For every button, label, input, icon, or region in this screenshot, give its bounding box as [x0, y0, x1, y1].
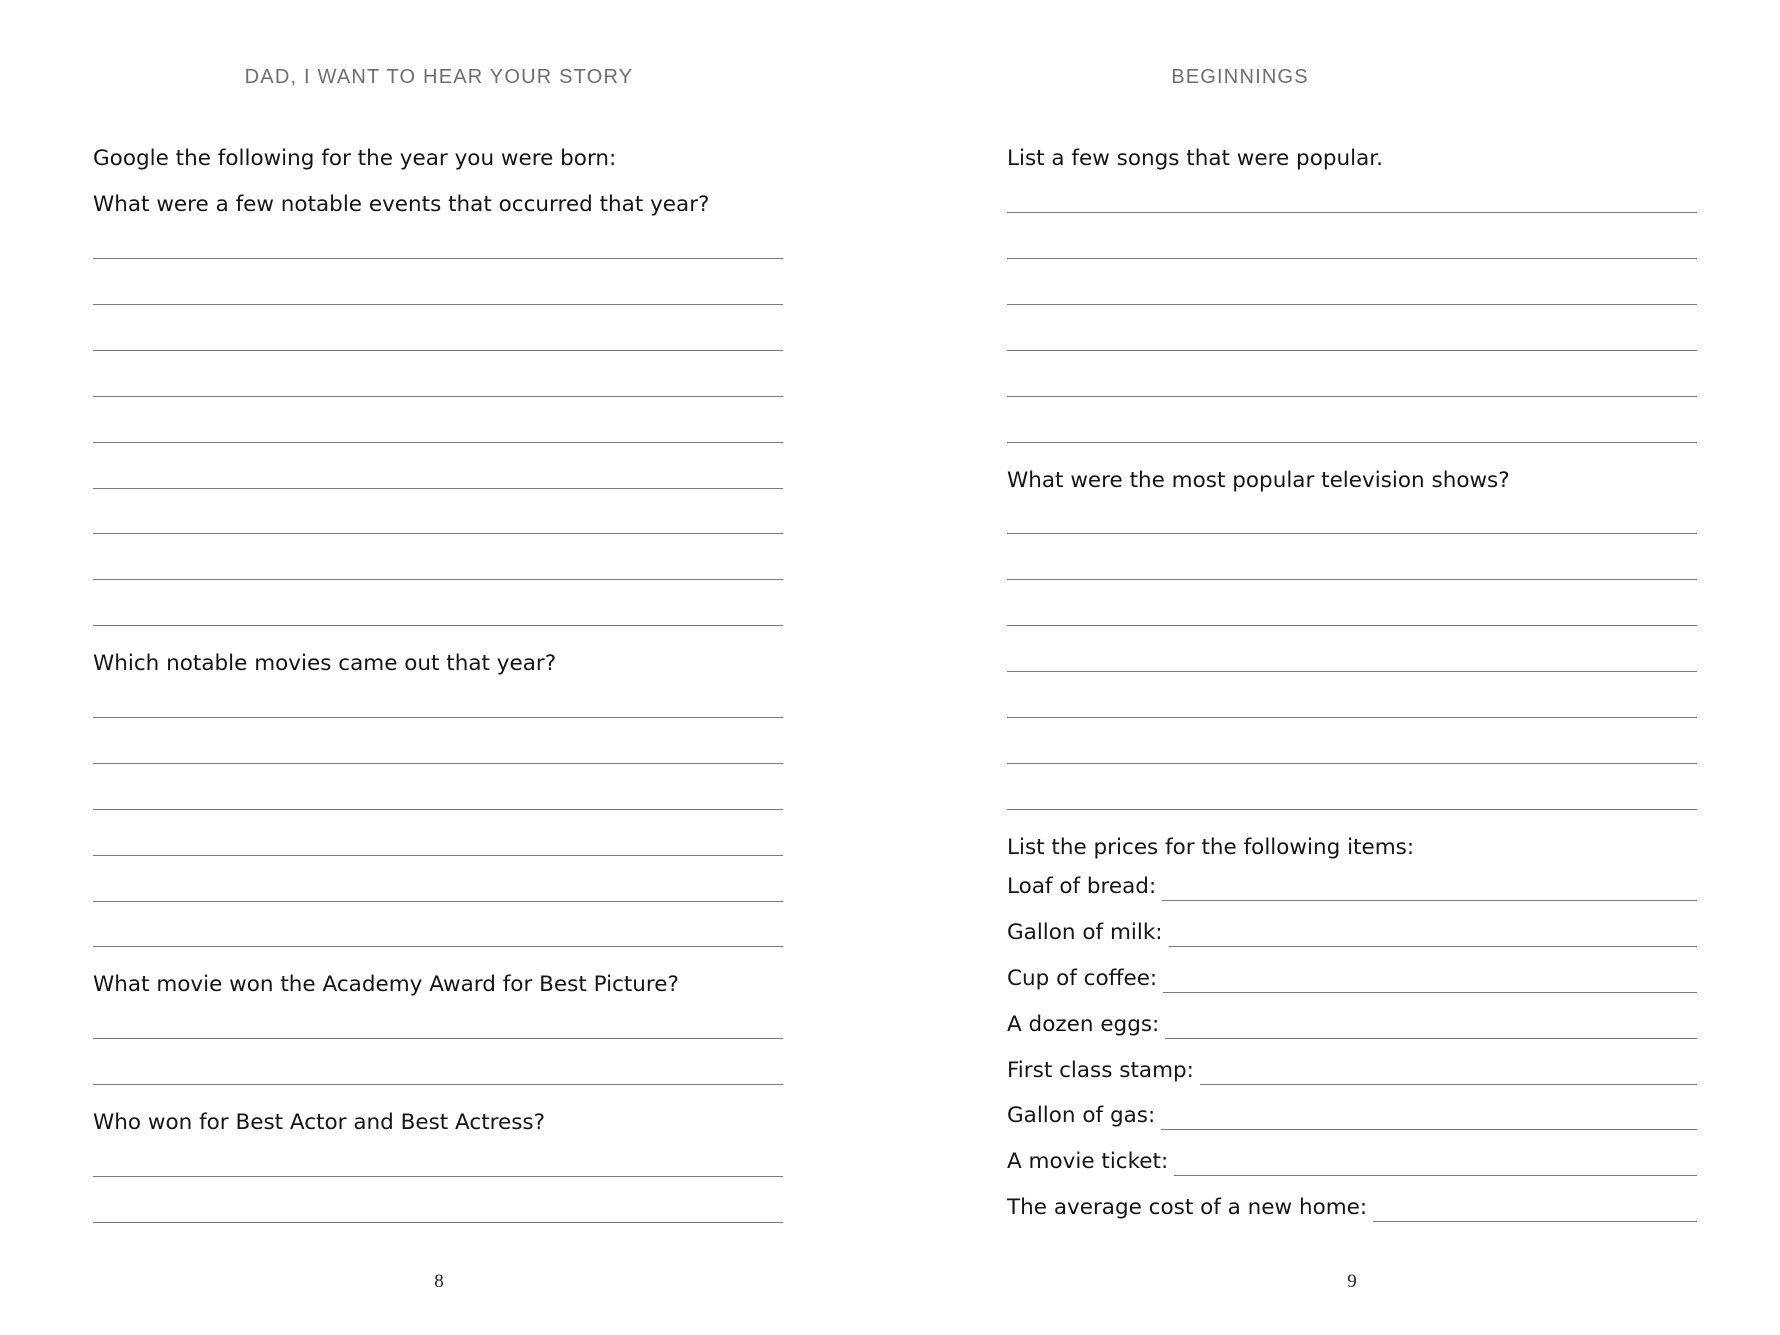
answer-line[interactable]: [1174, 1175, 1697, 1176]
price-row-milk: [1007, 917, 1697, 947]
answer-line[interactable]: [1007, 671, 1697, 672]
price-label: First class stamp:: [1007, 1057, 1194, 1083]
price-row-movie-ticket: [1007, 1146, 1697, 1176]
answer-line[interactable]: [1007, 304, 1697, 305]
question-notable-events: What were a few notable events that occurred that year?: [93, 192, 710, 217]
answer-line[interactable]: [93, 901, 783, 902]
answer-line[interactable]: [1007, 809, 1697, 810]
answer-line[interactable]: [93, 1038, 783, 1039]
answer-line[interactable]: [1007, 442, 1697, 443]
answer-line[interactable]: [1007, 212, 1697, 213]
question-best-picture: What movie won the Academy Award for Best Picture?: [93, 972, 679, 997]
price-row-new-home: [1007, 1192, 1697, 1222]
price-label: Gallon of gas:: [1007, 1102, 1156, 1128]
question-tv-shows: What were the most popular television shows?: [1007, 468, 1510, 493]
question-notable-movies: Which notable movies came out that year?: [93, 651, 557, 676]
page-number: 9: [1347, 1271, 1357, 1292]
answer-line[interactable]: [1162, 900, 1697, 901]
answer-line[interactable]: [1007, 579, 1697, 580]
answer-line[interactable]: [1007, 396, 1697, 397]
price-label: Loaf of bread:: [1007, 873, 1157, 899]
intro-text: Google the following for the year you were born:: [93, 146, 617, 171]
question-best-actor-actress: Who won for Best Actor and Best Actress?: [93, 1110, 546, 1135]
price-row-eggs: [1007, 1009, 1697, 1039]
answer-line[interactable]: [1007, 533, 1697, 534]
answer-line[interactable]: [93, 717, 783, 718]
answer-line[interactable]: [93, 855, 783, 856]
answer-line[interactable]: [93, 1222, 783, 1223]
answer-line[interactable]: [93, 1176, 783, 1177]
price-label: The average cost of a new home:: [1007, 1194, 1368, 1220]
answer-line[interactable]: [1163, 992, 1697, 993]
answer-line[interactable]: [93, 258, 783, 259]
price-label: A dozen eggs:: [1007, 1011, 1160, 1037]
answer-line[interactable]: [93, 579, 783, 580]
price-label: Cup of coffee:: [1007, 965, 1158, 991]
answer-line[interactable]: [93, 488, 783, 489]
answer-line[interactable]: [93, 1084, 783, 1085]
answer-line[interactable]: [93, 946, 783, 947]
answer-line[interactable]: [93, 625, 783, 626]
answer-line[interactable]: [93, 442, 783, 443]
price-label: A movie ticket:: [1007, 1148, 1169, 1174]
answer-line[interactable]: [1373, 1221, 1697, 1222]
answer-line[interactable]: [1007, 763, 1697, 764]
right-page: [890, 0, 1780, 1335]
price-row-gas: [1007, 1100, 1697, 1130]
answer-line[interactable]: [93, 396, 783, 397]
price-row-coffee: [1007, 963, 1697, 993]
question-popular-songs: List a few songs that were popular.: [1007, 146, 1383, 171]
prices-heading: List the prices for the following items:: [1007, 835, 1415, 860]
answer-line[interactable]: [1007, 625, 1697, 626]
answer-line[interactable]: [93, 763, 783, 764]
answer-line[interactable]: [93, 350, 783, 351]
running-head: BEGINNINGS: [1171, 66, 1309, 88]
price-row-bread: [1007, 871, 1697, 901]
answer-line[interactable]: [1007, 717, 1697, 718]
answer-line[interactable]: [1161, 1129, 1697, 1130]
answer-line[interactable]: [1200, 1084, 1697, 1085]
price-row-stamp: [1007, 1055, 1697, 1085]
running-head: DAD, I WANT TO HEAR YOUR STORY: [244, 66, 634, 88]
answer-line[interactable]: [1165, 1038, 1697, 1039]
answer-line[interactable]: [1007, 350, 1697, 351]
answer-line[interactable]: [93, 304, 783, 305]
answer-line[interactable]: [93, 809, 783, 810]
answer-line[interactable]: [1169, 946, 1697, 947]
answer-line[interactable]: [1007, 258, 1697, 259]
page-number: 8: [434, 1271, 444, 1292]
answer-line[interactable]: [93, 533, 783, 534]
price-label: Gallon of milk:: [1007, 919, 1163, 945]
